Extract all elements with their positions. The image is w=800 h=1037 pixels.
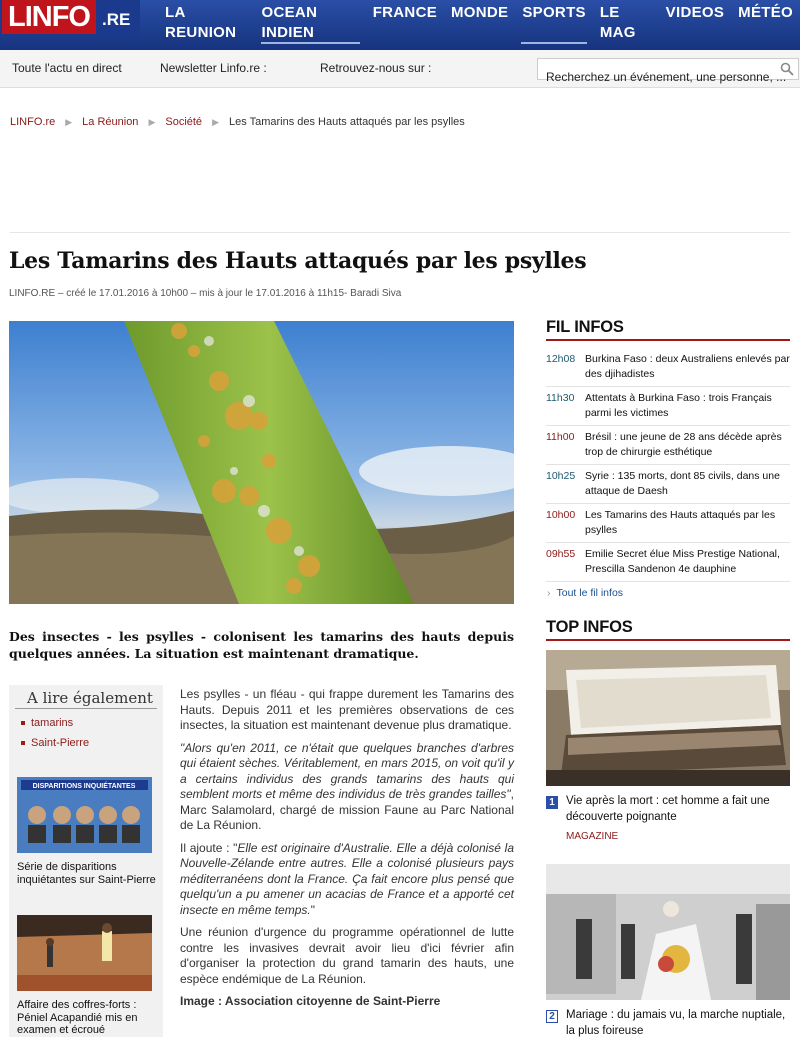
nav-item-sports[interactable]: SPORTS [515,3,592,43]
tag-label: tamarins [31,717,74,729]
news-headline: Brésil : une jeune de 28 ans décède après trop de chirurgie esthétique [585,431,782,458]
image-credit: Image : Association citoyenne de Saint-Pierre [180,994,441,1008]
list-item[interactable] [546,387,790,426]
list-item[interactable] [546,465,790,504]
news-headline: Emilie Secret élue Miss Prestige National, Prescilla Sandenon 4e dauphine [585,548,780,575]
news-headline: Les Tamarins des Hauts attaqués par les psylles [585,509,776,536]
main-nav [158,3,800,43]
search-input[interactable] [537,58,799,84]
top-info-image-2[interactable] [546,864,790,1000]
paragraph [180,841,514,919]
nav-item-meteo[interactable]: MÉTÉO [738,4,793,21]
search-icon[interactable] [780,62,794,76]
bullet-icon [21,741,25,745]
related-caption-1[interactable]: Série de disparitions inquiétantes sur Saint-Pierre [17,861,156,886]
news-time: 12h08 [546,353,576,365]
news-time: 10h00 [546,509,576,521]
top-info-category[interactable]: MAGAZINE [566,831,619,842]
all-news-label: Tout le fil infos [556,587,624,599]
chevron-right-icon: › [547,587,551,599]
follow-label: Retrouvez-nous sur : [320,61,432,75]
top-info-image-1[interactable] [546,650,790,786]
news-time: 11h00 [546,431,575,443]
thumb-banner: DISPARITIONS INQUIÉTANTES [32,783,136,790]
logo-main: LINFO [2,0,96,34]
news-time: 09h55 [546,548,576,560]
breadcrumb [10,116,465,128]
article-title: Les Tamarins des Hauts attaqués par les psylles [9,248,587,274]
nav-item-la-reunion[interactable]: LA REUNION [165,4,237,41]
list-item[interactable] [546,504,790,543]
news-headline: Syrie : 135 morts, dont 85 civils, dans une attaque de Daesh [585,470,780,497]
tag-label: Saint-Pierre [31,737,90,749]
news-time: 10h25 [546,470,576,482]
nav-item-monde[interactable]: MONDE [451,4,509,21]
fil-infos-list [546,348,790,582]
quote-intro: Il ajoute : " [180,840,238,855]
quote-attribution: , Marc Salamolard, chargé de mission Faune au Parc National de La Réunion. [180,787,514,832]
nav-item-le-mag[interactable]: LE MAG [599,4,636,41]
nav-item-videos[interactable]: VIDEOS [665,4,725,21]
top-navigation-bar [0,0,800,50]
fil-infos-title: FIL INFOS [546,318,790,341]
tag-tamarins[interactable] [21,717,163,729]
list-item[interactable] [546,348,790,387]
related-title: A lire également [15,685,157,709]
news-headline: Attentats à Burkina Faso : trois Français parmi les victimes [585,392,772,419]
breadcrumb-current: Les Tamarins des Hauts attaqués par les psylles [228,116,465,128]
related-caption-2[interactable]: Affaire des coffres-forts : Péniel Acapandié mis en examen et écroué [17,999,138,1036]
article-meta: LINFO.RE – créé le 17.01.2016 à 10h00 – mis à jour le 17.01.2016 à 11h15- Baradi Siva [9,288,402,299]
quote-end: " [310,902,315,917]
breadcrumb-societe[interactable]: Société [165,116,203,128]
nav-item-france[interactable]: FRANCE [372,4,438,21]
quote: Elle est originaire d'Australie. Elle a déjà colonisé la Nouvelle-Zélande entre autres. Elle a colonisé plusieurs pays méditerranéens dont la France. Ça fait encore plus pensé que quelqu'un a pu amener un acacias de France et a apporté cet insecte en même temps. [180,840,515,917]
paragraph [180,741,514,834]
top-info-headline-1[interactable]: Vie après la mort : cet homme a fait une découverte poignante [566,795,770,823]
rank-badge: 1 [546,796,558,809]
secondary-bar [0,50,800,88]
breadcrumb-la-reunion[interactable]: La Réunion [82,116,139,128]
list-item[interactable] [546,543,790,582]
paragraph: Une réunion d'urgence du programme opérationnel de lutte contre les invasives devrait avoir lieu d'ici février afin d'organiser la protection du grand tamarin des hauts, une espèce endémique de La Réunion. [180,925,514,986]
article-body [180,687,514,1017]
top-infos-title: TOP INFOS [546,618,790,641]
nav-item-ocean-indien[interactable]: OCEAN INDIEN [255,3,366,43]
divider [10,232,790,233]
logo-suffix: .RE [102,10,131,29]
rank-badge: 2 [546,1010,558,1023]
article-lead: Des insectes - les psylles - colonisent les tamarins des hauts depuis quelques années. La situation est maintenant dramatique. [9,629,514,661]
article-main-image[interactable] [9,321,514,604]
related-thumb-2[interactable] [17,915,152,991]
paragraph: Les psylles - un fléau - qui frappe durement les Tamarins des Hauts. Depuis 2011 et les premières observations de ces insectes, la situation est maintenant devenue plus dramatique. [180,687,514,732]
news-headline: Burkina Faso : deux Australiens enlevés par des djihadistes [585,353,790,380]
breadcrumb-home[interactable]: LINFO.re [10,116,56,128]
breadcrumb-separator-icon: ▶ [65,116,73,127]
breadcrumb-separator-icon: ▶ [212,116,219,127]
live-link[interactable]: Toute l'actu en direct [12,61,122,75]
newsletter-link[interactable]: Newsletter Linfo.re : [160,61,267,75]
site-logo[interactable] [0,0,140,36]
news-time: 11h30 [546,392,575,404]
quote: "Alors qu'en 2011, ce n'était que quelques branches d'arbres qui étaient sèches. Véritablement, en mars 2015, on voit qu'il y a certains individus des grands tamarins des hauts qui semblent morts et même des individus de très grandes tailles" [180,740,514,801]
top-info-headline-2[interactable]: Mariage : du jamais vu, la marche nuptiale, la plus foireuse [566,1009,786,1037]
related-articles-box [9,685,163,1037]
list-item[interactable] [546,426,790,465]
search-placeholder: Recherchez un événement, une personne, ... [546,70,787,84]
breadcrumb-separator-icon: ▶ [148,116,156,127]
bullet-icon [21,721,25,725]
all-news-link[interactable] [547,587,623,599]
tag-saint-pierre[interactable] [21,737,163,749]
related-thumb-1[interactable] [17,777,152,853]
